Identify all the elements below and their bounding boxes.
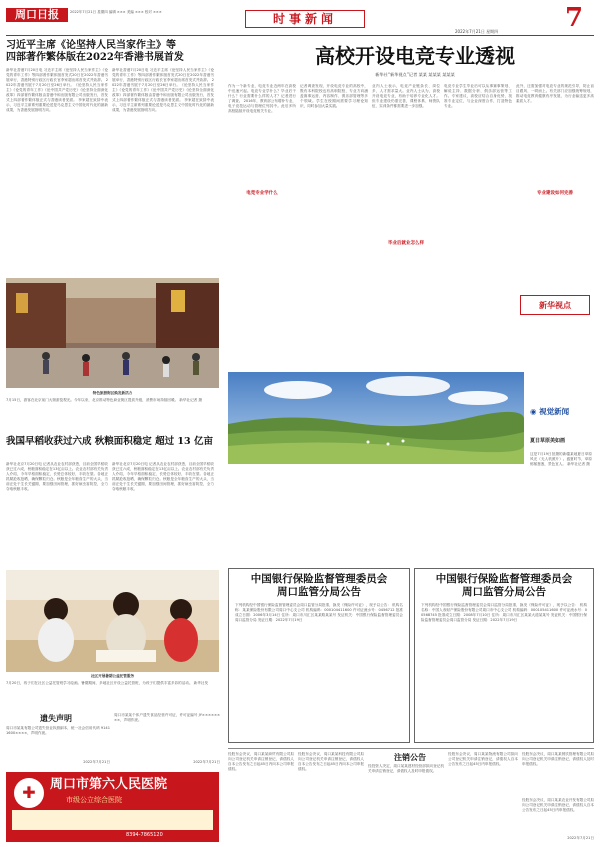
cancel-rule: [228, 748, 594, 749]
cancel-notice-date: 2022年7月21日: [567, 836, 594, 840]
hospital-logo-icon: ✚: [14, 778, 44, 808]
header-rule: [6, 35, 594, 36]
notice-left-title2: 周口监管分局公告: [277, 586, 361, 598]
page-number: 7: [565, 3, 584, 33]
cancel-item-2: 经股东会决议，周口某某科技有限公司拟向公司登记机关申请注销登记，请债权人自本公告发布之日起45日内向本公司申报债权。: [298, 752, 364, 771]
hospital-sub: 市级公立综合医院: [66, 796, 122, 804]
notice-left-title1: 中国银行保险监督管理委员会: [250, 573, 388, 585]
feature-col1: 作为一个新专业，电竞专业近两年在高校中迅速兴起。电竞专业学什么？毕业后干什么？行业需要什么样的人才？记者进行了调查。 2016年，教育部公布增补专业，电子竞技运动与管理位列其中。此后多所高校陆续开设电竞相关专业。: [228, 84, 296, 113]
lost-notice-right: 周口市某某个体户遗失食品经营许可证，许可证编号 JY××××××××，声明作废。: [114, 713, 220, 722]
masthead-logo: 周口日报: [6, 8, 68, 22]
notice-right-body: 下列机构经中国银行保险监督管理委员会周口监管分局批准，换发《保险许可证》，现予以公告： 机构名称：中国人寿财产保险股份有限公司周口市中心支公司 机构编码：000105411600 许可证流水号：00568745 批准成立日期：2008年7月10日 住所：周口市川汇区某某大道某某号 发证机关：中国银行保险监督管理委员会周口监管分局 发证日期：2022年7月19日: [421, 603, 587, 622]
hospital-ad-panel: [12, 810, 213, 830]
xinhua-tag: 新华视点: [520, 295, 590, 315]
feature-col2: 记者调查发现，开设电竞专业的高校中，既有本科院校也有高职院校，专业方向涵盖赛事运营、内容制作、俱乐部管理等多个领域。学生在校期间需要学习理论知识，同时参加大量实践。: [300, 84, 368, 108]
notice-left-body: 下列机构经中国银行保险监督管理委员会周口监管分局批准，换发《保险许可证》，现予以公告： 机构名称：某某保险股份有限公司周口中心支公司 机构编码：000104411600 许可证流水号：0456712 批准成立日期：2006年3月14日 住所：周口市川汇区某某路某某号 发证机关：中国银行保险监督管理委员会周口监管分局 发证日期：2022年7月19日: [235, 603, 403, 622]
lost-notice-right-date: 2022年7月21日: [193, 760, 220, 764]
cancel-item-6: 经股东会决议，周口某某农业开发有限公司拟向公司登记机关申请注销登记，请债权人自本公告发布之日起45日内申报债权。: [522, 798, 594, 812]
feature-col3: 业内人士表示，电竞产业链条长、岗位多，人才需求量大。业内人士认为，高校开设电竞专业，有助于培养专业化人才。但专业建设仍需完善，课程体系、师资队伍、实训条件都需要进一步加强。: [372, 84, 440, 108]
cancel-notice-title: 注销公告: [394, 752, 426, 762]
feature-col5: 此外，还需加强对电竞专业的规范引导，防止盲目跟风、一哄而上。有关部门应加强统筹规划，推动电竞教育健康有序发展，为行业输送更多高素质人才。: [516, 84, 594, 103]
video-news-label-text: 视觉新闻: [539, 407, 570, 416]
video-news-body: 这是7月19日拍摄的新疆某地夏日草原风光（无人机照片）。盛夏时节，草原郁郁葱葱，景色宜人。 新华社记者 摄: [530, 452, 592, 466]
cancel-item-5: 经股东会决议，周口某某餐饮管理有限公司拟向公司登记机关申请注销登记，请债权人及时申报债权。: [522, 752, 594, 766]
grain-body-col2: 新华社北京7月20日电 记者从农业农村部获悉，目前全国早稻收获已过六成，秋粮面积稳定在13亿亩以上。农业农村部有关负责人介绍，今年早稻面积稳定，长势总体较好，丰收在望。各地正抓紧抢收抢晒，确保颗粒归仓。秋粮是全年粮食生产的大头，当前正处于生长关键期，要加强田间管理，抓好病虫害防控，全力夺取秋粮丰收。: [112, 462, 214, 491]
grain-body-col1: 新华社北京7月20日电 记者从农业农村部获悉，目前全国早稻收获已过六成，秋粮面积稳定在13亿亩以上。农业农村部有关负责人介绍，今年早稻面积稳定，长势总体较好，丰收在望。各地正抓紧抢收抢晒，确保颗粒归仓。秋粮是全年粮食生产的大头，当前正处于生长关键期，要加强田间管理，抓好病虫害防控，全力夺取秋粮丰收。: [6, 462, 108, 491]
feature-subhead-1: 电竞专业学什么: [246, 191, 278, 196]
lost-notice-left: 周口市某某有限公司遗失营业执照副本，统一社会信用代码 91411600××××，声明作废。: [6, 726, 110, 735]
notice-right: [414, 568, 594, 743]
street-photo: [6, 278, 219, 388]
lead-body-col1: 新华社香港7月20日电 习近平主席《论坚持人民当家作主》《论党的青年工作》等四部著作繁体版首发式20日在2022年香港书展举行，香港特别行政区行政长官李家超出席首发式并致辞。 2022年香港书展于7月20日至26日举行。《论坚持人民当家作主》《论党的青年工作》《论中国共产党历史》《论坚持全面深化改革》四部著作繁体版由香港中和出版有限公司出版发行，首发式上四部著作繁体版正式与香港读者见面。 李家超在致辞中表示，习近平主席系列重要论述是马克思主义中国化时代化的最新成果，为香港发展指明方向。: [6, 68, 108, 112]
video-news-icon: ◉: [530, 407, 537, 416]
notice-right-title2: 周口监管分局公告: [462, 586, 546, 598]
notice-left: [228, 568, 410, 743]
children-photo-title: 社区开展暑期公益托管服务: [90, 674, 135, 678]
children-photo-caption: 7月20日，孩子们在社区公益托管班学习绘画。暑期期间，多地社区开设公益托管班，为孩子们提供丰富多彩的活动。 新华社发: [6, 681, 209, 685]
cancel-item-3: 经投资人决定，周口某某建材经营部拟向登记机关申请注销登记，请债权人及时申报债权。: [368, 764, 444, 773]
street-photo-title: 特色旅游街区焕发新活力: [92, 391, 133, 395]
feature-col4: 电竞专业学生毕业后可以从事赛事策划、解说主持、数据分析、俱乐部运营等工作。专家建议，高校应结合自身优势，找准专业定位，与企业深度合作，打造特色专业。: [444, 84, 512, 108]
grain-title: 我国早稻收获过六成 秋粮面积稳定 超过 13 亿亩: [6, 436, 213, 447]
feature-subhead-2: 毕业后就业怎么样: [388, 241, 424, 246]
cancel-item-4: 经股东会决议，周口某某物流有限公司拟向公司登记机关申请注销登记，请债权人自本公告发布之日起45日内申报债权。: [448, 752, 518, 766]
feature-title: 高校开设电竞专业透视: [315, 44, 515, 68]
section-rubric-label: 时事新闻: [272, 12, 337, 26]
street-photo-image: [6, 278, 219, 388]
children-photo: [6, 570, 219, 672]
video-news-caption: 夏日草原美如画: [530, 438, 566, 444]
feature-subhead-3: 专业建设如何完善: [537, 191, 573, 196]
lead-title: [6, 40, 221, 64]
lost-notice-left-date: 2022年7月21日: [83, 760, 110, 764]
lead-title-line2: 四部著作繁体版在2022年香港书展首发: [6, 52, 184, 63]
hospital-ad: [6, 772, 219, 842]
lead-body-col2: 新华社香港7月20日电 习近平主席《论坚持人民当家作主》《论党的青年工作》等四部著作繁体版首发式20日在2022年香港书展举行，香港特别行政区行政长官李家超出席首发式并致辞。 2022年香港书展于7月20日至26日举行。《论坚持人民当家作主》《论党的青年工作》《论中国共产党历史》《论坚持全面深化改革》四部著作繁体版由香港中和出版有限公司出版发行，首发式上四部著作繁体版正式与香港读者见面。 李家超在致辞中表示，习近平主席系列重要论述是马克思主义中国化时代化的最新成果，为香港发展指明方向。: [112, 68, 214, 112]
hospital-phone: 8394-7865120: [126, 832, 163, 838]
video-news-label: [530, 405, 592, 419]
lost-notice-title: 遗失声明: [40, 713, 72, 723]
section-rubric: [245, 10, 365, 28]
masthead-meta: 2022年7月21日 星期四 编辑 ××× 美编 ××× 校对 ×××: [70, 10, 162, 14]
landscape-photo-image: [228, 372, 524, 464]
lead-title-line1: 习近平主席《论坚持人民当家作主》等: [6, 40, 176, 51]
notice-right-title1: 中国银行保险监督管理委员会: [435, 573, 573, 585]
landscape-photo: [228, 372, 524, 464]
hospital-name: 周口市第六人民医院: [50, 777, 168, 792]
street-photo-caption: 7月15日，游客在北京前门大街游览观光。今年以来，北京推动特色商业街区提质升级，消费市场持续回暖。 新华社记者 摄: [6, 398, 203, 402]
dateline: 2022年7月21日 星期四: [455, 29, 499, 34]
feature-byline: 新华社“新华视点”记者 某某 某某某 某某某: [375, 72, 455, 77]
children-photo-image: [6, 570, 219, 672]
cancel-item-1: 经股东会决议，周口某某商贸有限公司拟向公司登记机关申请注销登记，请债权人自本公告发布之日起45日内向本公司申报债权。: [228, 752, 294, 771]
